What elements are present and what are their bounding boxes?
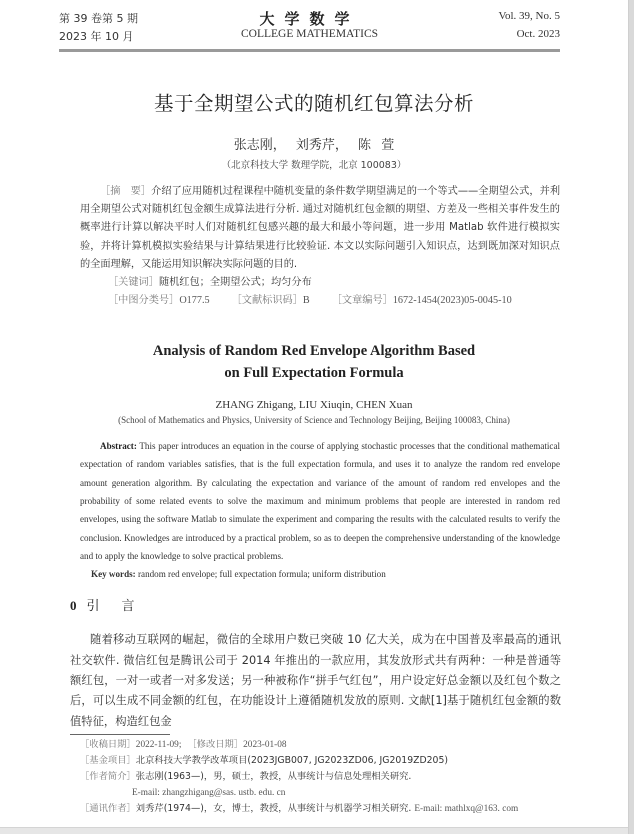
affiliation-en: (School of Mathematics and Physics, University of Science and Technology Beijing, Beijing 100083, China) <box>118 415 510 426</box>
keywords-en-label: Key words: <box>91 569 136 580</box>
section-title-part1: 引 <box>86 599 100 615</box>
header-rule <box>59 49 560 52</box>
clc-value: O177.5 <box>179 295 210 307</box>
revised-label: ［修改日期］ <box>187 739 244 751</box>
corr-value: 刘秀芹(1974—)，女，博士，教授，从事统计与机器学习相关研究. <box>135 803 412 815</box>
article-no-label: ［文章编号］ <box>331 295 393 307</box>
affiliation-zh: （北京科技大学 数理学院，北京 100083） <box>221 160 407 171</box>
abstract-en-text: This paper introduces an equation in the course of applying stochastic processes that the conditional mathematical expectation of random variables satisfies, that is the full expectation formula, and uses it to analyze the random red envelope amount generation algorithm. By calculating the expectation and variance of the amount of random red envelopes and the probability of some related events to solve the maximum and minimum problems that people are interested in random red envelopes, using the software Matlab to simulate the experiment and comparing the results with the calculated results to verify the conclusion. Knowledges are introduced by a practical problem, so as to deepen the comprehensive understanding of the knowledge and to apply the knowledge to solve practical problems. <box>80 441 561 561</box>
section-title-part2: 言 <box>121 599 135 615</box>
volume-info-en: Vol. 39, No. 5 <box>498 10 560 22</box>
article-no-value: 1672-1454(2023)05-0045-10 <box>392 295 512 307</box>
footnote-author <box>80 769 560 785</box>
keywords-en <box>91 565 560 583</box>
keywords-zh-text: 随机红包；全期望公式；均匀分布 <box>158 277 312 289</box>
intro-paragraph <box>70 630 561 732</box>
authors-zh: 张志刚， 刘秀芹， 陈 萱 <box>233 138 395 153</box>
corr-email: E-mail: mathlxq@163. com <box>414 804 519 815</box>
corr-label: ［通讯作者］ <box>80 803 136 815</box>
journal-name-en: COLLEGE MATHEMATICS <box>240 28 379 40</box>
keywords-zh-label: ［关键词］ <box>108 277 159 289</box>
section-heading-intro <box>70 597 628 616</box>
paper-title-en-line1: Analysis of Random Red Envelope Algorithm Based <box>152 343 476 360</box>
abstract-zh <box>80 183 560 274</box>
author-value: 张志刚(1963—)，男，硕士，教授，从事统计与信息处理相关研究. <box>135 771 412 783</box>
footnote-rule <box>70 734 170 735</box>
date-zh: 2023 年 10 月 <box>59 30 134 43</box>
footnote-corresponding <box>80 801 560 817</box>
authors-en: ZHANG Zhigang, LIU Xiuqin, CHEN Xuan <box>215 399 413 412</box>
abstract-en-label: Abstract: <box>100 441 137 452</box>
abstract-zh-label: ［摘 要］ <box>100 186 152 197</box>
author-email: E-mail: zhangzhigang@sas. ustb. edu. cn <box>132 788 286 799</box>
vertical-scrollbar[interactable] <box>628 0 634 834</box>
classification-row <box>108 292 560 310</box>
section-number: 0 <box>70 598 77 614</box>
doc-code-value: B <box>302 295 310 307</box>
paper-title-zh: 基于全期望公式的随机红包算法分析 <box>153 92 474 115</box>
fund-value: 北京科技大学教学改革项目(2023JGB007, JG2023ZD06, JG2019ZD205) <box>135 755 449 767</box>
received-label: ［收稿日期］ <box>80 739 136 751</box>
date-en: Oct. 2023 <box>516 28 560 40</box>
author-label: ［作者简介］ <box>80 771 136 783</box>
abstract-zh-text: 介绍了应用随机过程课程中随机变量的条件数学期望满足的一个等式——全期望公式，并利用全期望公式对随机红包金额生成算法进行分析. 通过对随机红包金额的期望、方差及一些相关事件发生的概率进行计算以解决平时人们对随机红包感兴趣的最大和最小等问题，进一步用 Matlab 软件进行模拟实验，并将计算机模拟实验结果与计算结果进行比较验证. 本文以实际问题引入知识点，达到既加深对知识点的全面理解，又能运用知识解决实际问题的目的. <box>80 186 561 270</box>
received-value: 2022-11-09; <box>135 740 182 751</box>
page-bottom-edge <box>0 827 628 834</box>
abstract-en <box>80 437 560 565</box>
journal-name-zh: 大学数学 <box>259 10 360 28</box>
paper-title-en-line2: on Full Expectation Formula <box>224 365 404 382</box>
clc-label: ［中图分类号］ <box>108 295 180 307</box>
intro-paragraph-text: 随着移动互联网的崛起，微信的全球用户数已突破 10 亿大关，成为在中国普及率最高的通讯社交软件. 微信红包是腾讯公司于 2014 年推出的一款应用，其发放形式共有两种：一种是普通等额红包，一对一或者一对多发送；另一种被称作“拼手气红包”，用户设定好总金额以及红包个数之后，可以生成不同金额的红包，在功能设计上遵循随机发放的原则. 文献[1]基于随机红包金额的数值特征，构造红包金 <box>70 633 561 728</box>
footnote-fund <box>80 753 560 769</box>
revised-value: 2023-01-08 <box>243 740 287 751</box>
fund-label: ［基金项目］ <box>80 755 136 767</box>
doc-code-label: ［文献标识码］ <box>231 295 303 307</box>
paper-title-en <box>0 340 628 384</box>
keywords-zh <box>108 274 560 292</box>
running-header <box>59 8 560 49</box>
keywords-en-text: random red envelope; full expectation formula; uniform distribution <box>138 569 386 580</box>
issue-info-zh: 第 39 卷第 5 期 <box>59 12 138 25</box>
footnote-dates <box>80 737 560 753</box>
